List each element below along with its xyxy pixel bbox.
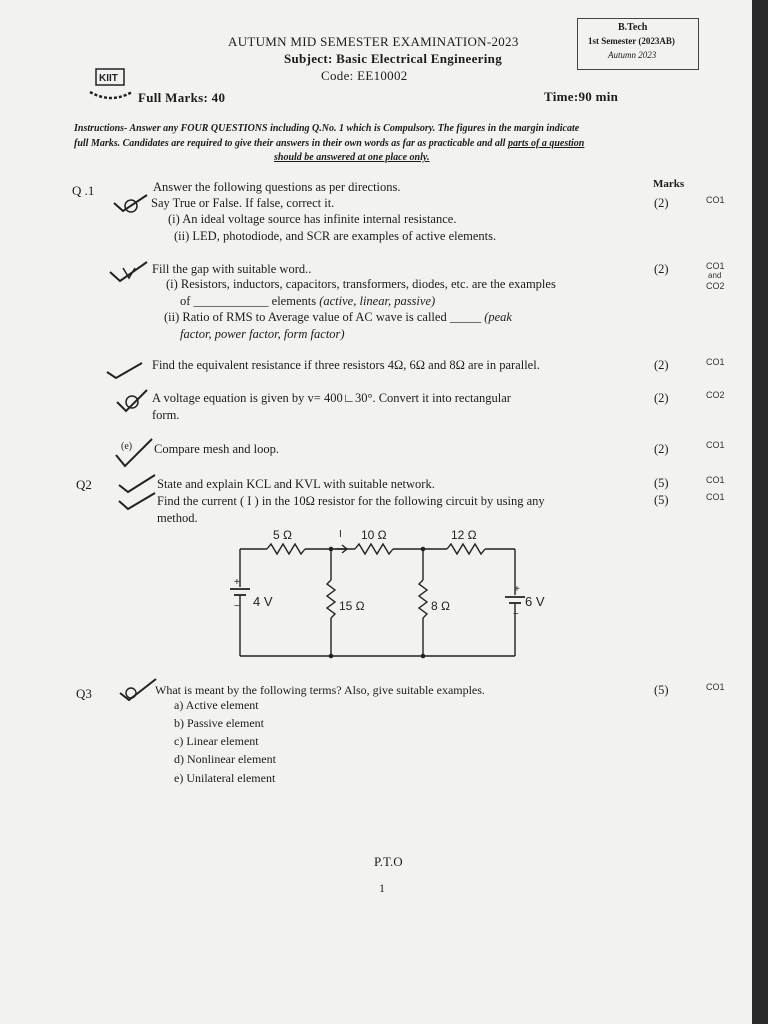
q3-item-b: b) Passive element xyxy=(174,716,264,730)
tick-mark-icon xyxy=(117,677,159,703)
tick-mark-icon xyxy=(107,260,151,284)
q1b-marks: (2) xyxy=(654,262,669,276)
q1b-co1: CO1 xyxy=(706,261,725,271)
resistor-15-ohm xyxy=(327,580,335,618)
q1-label: Q .1 xyxy=(72,183,95,198)
q1d-co: CO2 xyxy=(706,390,725,400)
q1b-co2: CO2 xyxy=(706,281,725,291)
q1b-co-and: and xyxy=(708,271,722,280)
tick-mark-icon xyxy=(111,193,151,215)
q1b-ii-line2: factor, power factor, form factor) xyxy=(180,327,345,341)
course-stamp xyxy=(577,18,699,70)
code-line: Code: EE10002 xyxy=(321,68,408,83)
resistor-5-ohm xyxy=(267,544,305,554)
q1b-i-line1: (i) Resistors, inductors, capacitors, transformers, diodes, etc. are the examples xyxy=(166,277,556,291)
q3-co: CO1 xyxy=(706,682,725,692)
label-8-ohm: 8 Ω xyxy=(431,599,450,613)
q1e-text: Compare mesh and loop. xyxy=(154,442,279,456)
resistor-10-ohm xyxy=(355,544,393,554)
q3-label: Q3 xyxy=(76,686,92,701)
q1a-ii: (ii) LED, photodiode, and SCR are examples of active elements. xyxy=(174,229,497,243)
label-current: I xyxy=(339,529,342,540)
q1b-text: Fill the gap with suitable word.. xyxy=(152,262,312,276)
q2b-marks: (5) xyxy=(654,493,669,507)
time-allowed: Time:90 min xyxy=(544,89,619,104)
q1d-line1: A voltage equation is given by v= 400∟30°. Convert it into rectangular xyxy=(152,391,511,405)
q2a-co: CO1 xyxy=(706,475,725,485)
q1a-co: CO1 xyxy=(706,195,725,205)
label-5-ohm: 5 Ω xyxy=(273,528,292,542)
background-edge xyxy=(752,0,768,1024)
instructions-line-2: full Marks. Candidates are required to give their answers in their own words as far as practicable and all parts of a question xyxy=(74,138,585,149)
label-15-ohm: 15 Ω xyxy=(339,599,365,613)
full-marks: Full Marks: 40 xyxy=(138,90,226,105)
resistor-8-ohm xyxy=(419,580,427,618)
q2b-line2: method. xyxy=(157,511,198,525)
institute-logo xyxy=(86,66,136,104)
q2b-co: CO1 xyxy=(706,492,725,502)
instructions-line-1: Instructions- Answer any FOUR QUESTIONS including Q.No. 1 which is Compulsory. The figures in the margin indicate xyxy=(74,123,580,134)
q1b-i-line2: of ____________ elements (active, linear, passive) xyxy=(180,294,436,308)
q1e-marks: (2) xyxy=(654,442,669,456)
q3-item-e: e) Unilateral element xyxy=(174,771,276,785)
q1b-ii-line1: (ii) Ratio of RMS to Average value of AC wave is called _____ (peak xyxy=(164,310,512,324)
q3-marks: (5) xyxy=(654,683,669,697)
q1a-text: Say True or False. If false, correct it. xyxy=(151,196,335,210)
q1-intro: Answer the following questions as per directions. xyxy=(153,180,401,194)
q1a-marks: (2) xyxy=(654,196,669,210)
minus-sign-left: − xyxy=(234,601,240,612)
tick-mark-icon xyxy=(104,360,146,380)
stamp-line-2: 1st Semester (2023AB) xyxy=(588,36,675,46)
q1c-marks: (2) xyxy=(654,358,669,372)
label-10-ohm: 10 Ω xyxy=(361,528,387,542)
q2a-text: State and explain KCL and KVL with suitable network. xyxy=(157,477,435,491)
q1e-label: (e) xyxy=(121,441,133,452)
q3-item-a: a) Active element xyxy=(174,698,259,712)
q1c-text: Find the equivalent resistance if three resistors 4Ω, 6Ω and 8Ω are in parallel. xyxy=(152,358,540,372)
label-4-volt: 4 V xyxy=(253,594,273,609)
q1a-i: (i) An ideal voltage source has infinite internal resistance. xyxy=(168,212,457,226)
q1d-marks: (2) xyxy=(654,391,669,405)
q1e-co: CO1 xyxy=(706,440,725,450)
q2a-marks: (5) xyxy=(654,476,669,490)
page-number: 1 xyxy=(379,881,385,895)
q1c-co: CO1 xyxy=(706,357,725,367)
q3-item-c: c) Linear element xyxy=(174,734,259,748)
tick-mark-icon xyxy=(116,491,158,513)
circuit-diagram xyxy=(225,525,555,665)
logo-text: KIIT xyxy=(99,73,118,84)
instructions-line-3: should be answered at one place only. xyxy=(274,152,430,163)
label-12-ohm: 12 Ω xyxy=(451,528,477,542)
tick-mark-icon xyxy=(114,388,150,414)
exam-title: AUTUMN MID SEMESTER EXAMINATION-2023 xyxy=(228,34,519,49)
stamp-line-3: Autumn 2023 xyxy=(608,50,657,60)
pto-text: P.T.O xyxy=(374,854,403,869)
q2-label: Q2 xyxy=(76,477,92,492)
plus-sign-right: + xyxy=(514,584,520,595)
subject-line: Subject: Basic Electrical Engineering xyxy=(284,51,502,66)
plus-sign-left: + xyxy=(234,577,240,588)
label-6-volt: 6 V xyxy=(525,594,545,609)
stamp-line-1: B.Tech xyxy=(618,22,648,33)
q1d-line2: form. xyxy=(152,408,180,422)
marks-heading: Marks xyxy=(653,178,685,190)
minus-sign-right: − xyxy=(513,609,519,620)
tick-mark-icon xyxy=(113,437,155,469)
q2b-line1: Find the current ( I ) in the 10Ω resistor for the following circuit by using any xyxy=(157,494,545,508)
resistor-12-ohm xyxy=(447,544,485,554)
q3-item-d: d) Nonlinear element xyxy=(174,752,276,766)
q3-text: What is meant by the following terms? Also, give suitable examples. xyxy=(155,683,485,697)
